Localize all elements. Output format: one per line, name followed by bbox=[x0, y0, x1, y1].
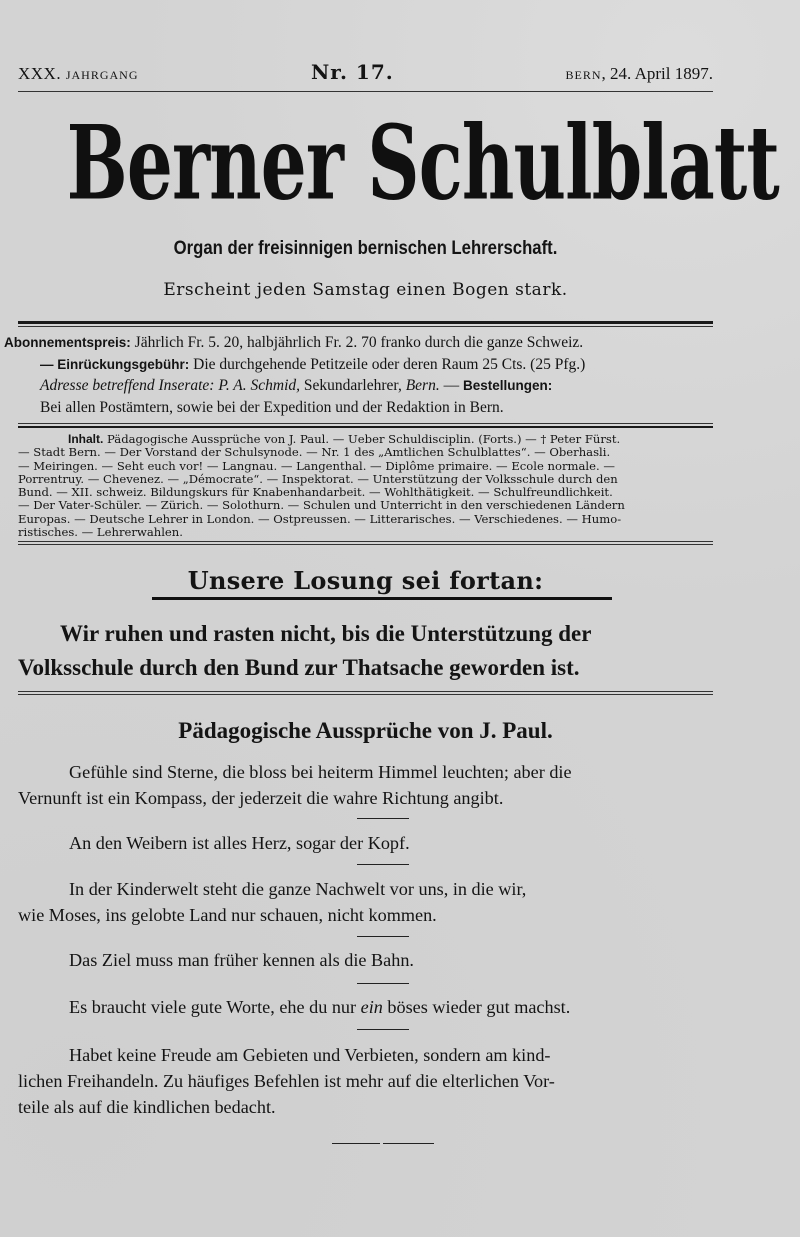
ad-fee-label: — Einrückungsgebühr: bbox=[40, 356, 190, 372]
issue-date bbox=[566, 64, 713, 84]
separator: — bbox=[439, 377, 463, 394]
quote-separator bbox=[357, 983, 409, 984]
contents-line: — Der Vater-Schüler. — Zürich. — Solothurn. — Schulen und Unterricht in den verschiedenen Ländern bbox=[18, 499, 625, 513]
quote-line bbox=[18, 994, 713, 1020]
orders-label: Bestellungen: bbox=[462, 378, 553, 393]
quote-emphasis: ein bbox=[360, 997, 383, 1017]
ads-address-role: Sekundarlehrer, bbox=[300, 377, 402, 394]
quote bbox=[18, 1042, 713, 1120]
slogan-line: Wir ruhen und rasten nicht, bis die Unterstützung der bbox=[60, 621, 592, 646]
quote-text: böses wieder gut machst. bbox=[382, 997, 571, 1017]
issue-line bbox=[18, 62, 713, 84]
quote bbox=[18, 994, 713, 1020]
quote-line: Das Ziel muss man früher kennen als die Bahn. bbox=[69, 950, 414, 970]
quote-line: An den Weibern ist alles Herz, sogar der Kopf. bbox=[69, 833, 410, 853]
price-label: Abonnementspreis: bbox=[4, 335, 131, 350]
quote-separator bbox=[357, 864, 409, 865]
volume-number: XXX. bbox=[18, 64, 62, 83]
quote-line: wie Moses, ins gelobte Land nur schauen, nicht kommen. bbox=[18, 905, 437, 925]
contents-line: — Stadt Bern. — Der Vorstand der Schulsynode. — Nr. 1 des „Amtlichen Schulblattes“. — Oberhasli. bbox=[18, 446, 611, 460]
ads-address-city: Bern. bbox=[401, 377, 440, 394]
ad-fee-text: Die durchgehende Petitzeile oder deren Raum 25 Cts. (25 Pfg.) bbox=[189, 355, 586, 373]
ads-address-label: Adresse betreffend Inserate: bbox=[40, 377, 215, 394]
contents-text: Pädagogische Aussprüche von J. Paul. — Ueber Schuldisciplin. (Forts.) — † Peter Fürst. bbox=[103, 433, 621, 446]
subscription-info bbox=[4, 332, 718, 418]
quote-separator bbox=[357, 936, 409, 937]
issue-number: Nr. 17. bbox=[311, 60, 394, 84]
quote-separator bbox=[357, 818, 409, 819]
masthead-title: Berner Schulblatt bbox=[66, 102, 779, 224]
quote bbox=[18, 830, 713, 856]
ads-address-name: P. A. Schmid, bbox=[214, 377, 301, 394]
contents-line: Bund. — XII. schweiz. Bildungskurs für Knabenhandarbeit. — Wohlthätigkeit. — Schulfreundlichkeit. bbox=[18, 486, 613, 500]
slogan-title: Unsere Losung sei fortan: bbox=[187, 566, 544, 595]
section-end-rule bbox=[332, 1143, 434, 1144]
contents-line: Porrentruy. — Chevenez. — „Démocrate“. — Inspektorat. — Unterstützung der Volksschule durch den bbox=[18, 472, 618, 486]
double-rule bbox=[18, 691, 713, 695]
header-rule bbox=[18, 91, 713, 92]
price-text: Jährlich Fr. 5. 20, halbjährlich Fr. 2. 70 franko durch die ganze Schweiz. bbox=[130, 334, 584, 351]
quote-line: Gefühle sind Sterne, die bloss bei heiterm Himmel leuchten; aber die bbox=[69, 762, 572, 782]
masthead-subtitle: Organ der freisinnigen bernischen Lehrerschaft. bbox=[173, 238, 558, 259]
slogan-line: Volksschule durch den Bund zur Thatsache geworden ist. bbox=[18, 655, 580, 680]
quote bbox=[18, 876, 713, 928]
subscription-price bbox=[4, 332, 718, 354]
quote-text: Es braucht viele gute Worte, ehe du nur bbox=[69, 997, 361, 1017]
ads-address bbox=[4, 375, 718, 397]
quote-line: Habet keine Freude am Gebieten und Verbieten, sondern am kind- bbox=[69, 1045, 551, 1065]
slogan-underline bbox=[152, 597, 612, 600]
contents-label: Inhalt. bbox=[68, 433, 104, 446]
slogan-text bbox=[18, 617, 713, 685]
table-of-contents bbox=[18, 433, 713, 539]
quote-line: teile als auf die kindlichen bedacht. bbox=[18, 1097, 276, 1117]
ad-fee bbox=[4, 354, 718, 376]
contents-line: — Meiringen. — Seht euch vor! — Langnau. — Langenthal. — Diplôme primaire. — Ecole normale. — bbox=[18, 459, 615, 473]
double-rule bbox=[18, 423, 713, 428]
quote-separator bbox=[357, 1029, 409, 1030]
contents-line: Europas. — Deutsche Lehrer in London. — Ostpreussen. — Litterarisches. — Verschiedenes. — Humo- bbox=[18, 512, 622, 526]
contents-line: ristisches. — Lehrerwahlen. bbox=[18, 526, 183, 540]
orders-text: Bei allen Postämtern, sowie bei der Expedition und der Redaktion in Bern. bbox=[40, 398, 504, 416]
volume-label: JAHRGANG bbox=[65, 68, 139, 82]
double-rule bbox=[18, 321, 713, 327]
quote-line: In der Kinderwelt steht die ganze Nachwelt vor uns, in die wir, bbox=[69, 879, 527, 899]
date: , 24. April 1897. bbox=[601, 64, 713, 83]
publication-frequency: Erscheint jeden Samstag einen Bogen stark. bbox=[163, 280, 568, 300]
contents-line bbox=[18, 433, 713, 446]
article-title: Pädagogische Aussprüche von J. Paul. bbox=[178, 718, 553, 743]
place: BERN bbox=[565, 68, 602, 82]
quote bbox=[18, 759, 713, 811]
quote-line: lichen Freihandeln. Zu häufiges Befehlen ist mehr auf die elterlichen Vor- bbox=[18, 1071, 555, 1091]
quote bbox=[18, 947, 713, 973]
double-rule bbox=[18, 541, 713, 545]
quote-line: Vernunft ist ein Kompass, der jederzeit die wahre Richtung angibt. bbox=[18, 788, 504, 808]
volume bbox=[18, 64, 139, 84]
